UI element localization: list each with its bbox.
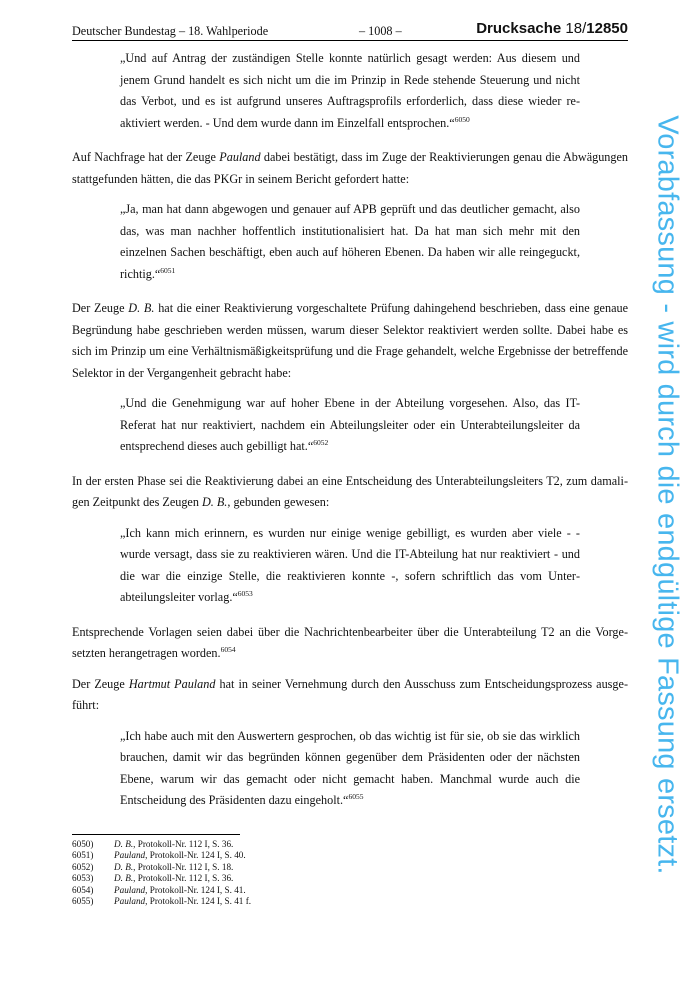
quote-block-3: „Und die Genehmigung war auf hoher Ebene in der Abteilung vorgesehen. Also, das IT-Referat hat nur reaktiviert, nachdem ein Abteilungsleiter oder ein Unterabteilungsleiter da entsprechend dieses auch gebilligt hat.“$^{6052}$ [120, 396, 580, 453]
footnote-ref[interactable]: 6051 [160, 265, 176, 275]
witness-name: D. B. [201, 495, 228, 509]
paragraph-1: Auf Nachfrage hat der Zeuge Pauland dabei bestätigt, dass im Zuge der Reaktivierungen genau die Abwägungen stattgefunden hätten, die das PKGr in seinem Bericht gefordert hatte: [72, 150, 628, 186]
quote-block-2: „Ja, man hat dann abgewogen und genauer auf APB geprüft und das deutlicher gemacht, also das, was man nachher hoffentlich institutionalisiert hat. Da hat man sich mehr mit den einzelnen Sachen beschäftigt, eben auch auf höheren Ebenen. Da haben wir alle reingeguckt, richtig.“$^{6051}$ [120, 202, 580, 281]
paragraph-2: Der Zeuge D. B. hat die einer Reaktivierung vorgeschaltete Prüfung dahingehend beschrieben, dass eine genaue Begründung habe geschrieben werden müssen, warum dieser Selektor reaktiviert werden sollte. Dabei habe es sich im Prinzip um eine Verhältnismäßigkeitsprüfung und die Frage gehandelt, welche Ergebnisse der betreffende Selektor in der Vergangenheit gebracht habe: [72, 301, 628, 380]
footnote-divider [72, 834, 240, 835]
document-number: Drucksache 18/12850 [476, 20, 628, 37]
footnote-ref[interactable]: 6055 [348, 792, 364, 801]
draft-watermark: Vorabfassung - wird durch die endgültige Fassung ersetzt. [651, 115, 684, 875]
page-header [72, 14, 628, 41]
footnote: 6050) D. B., Protokoll-Nr. 112 I, S. 36. [72, 839, 234, 849]
quote-block-4: „Ich kann mich erinnern, es wurden nur einige wenige gebilligt, es wurden aber viele - - wurde versagt, dass sie zu reaktivieren wären. Und die IT-Abteilung hat nur reaktiviert - und die war die einzige Stelle, die reaktivieren konnte -, sofern schriftlich das vom Unterabteilungsleiter vorlag.“$^{6053}$ [120, 525, 580, 604]
footnote: 6052) D. B., Protokoll-Nr. 112 I, S. 18. [72, 861, 234, 872]
footnote: 6051) Pauland, Protokoll-Nr. 124 I, S. 40. [72, 850, 246, 861]
footnote-ref[interactable]: 6050 [454, 114, 470, 124]
footnote: 6053) D. B., Protokoll-Nr. 112 I, S. 36. [72, 873, 234, 884]
witness-name: Hartmut Pauland [128, 676, 216, 691]
paragraph-3: In der ersten Phase sei die Reaktivierung dabei an eine Entscheidung des Unterabteilungsleiters T2, zum damaligen Zeitpunkt des Zeugen D. B., gebunden gewesen: [72, 473, 628, 509]
footnote-ref[interactable]: 6053 [237, 589, 253, 598]
quote-block-5: „Ich habe auch mit den Auswertern gesprochen, ob das wichtig ist für sie, ob sie das wirklich brauchen, damit wir das begründen können gegenüber dem Präsidenten oder der nächsten Ebene, warum wir das gemacht oder nicht gemacht haben. Manchmal wurde auch die Entscheidung des Präsidenten dazu eingeholt.“$^{6055}$ [120, 728, 580, 807]
paragraph-4: Entsprechende Vorlagen seien dabei über die Nachrichtenbearbeiter über die Unterabteilung T2 an die Vorgesetzten herangetragen worden.$^{6054}$ [72, 624, 628, 660]
footnote: 6054) Pauland, Protokoll-Nr. 124 I, S. 41. [72, 884, 246, 895]
footnote-ref[interactable]: 6054 [220, 645, 236, 654]
footnote-ref[interactable]: 6052 [313, 438, 329, 447]
page-number: – 1008 – [359, 24, 402, 38]
witness-name: D. B. [128, 301, 155, 315]
page-body [72, 48, 628, 825]
header-publisher: Deutscher Bundestag – 18. Wahlperiode [72, 24, 269, 38]
quote-block-1: „Und auf Antrag der zuständigen Stelle konnte natürlich gesagt werden: Aus diesem und jenem Grund handelt es sich nicht um die im Prinzip in Rede stehende Steuerung und nicht das Verbot, und es ist aufgrund unseres Auftragsprofils erforderlich, dass diese wieder reaktiviert werden. - Und dem wurde dann im Einzelfall entsprochen.“$^{6050}$ [120, 51, 580, 130]
witness-name: Pauland [219, 150, 261, 164]
footnote: 6055) Pauland, Protokoll-Nr. 124 I, S. 41 f. [72, 896, 252, 907]
paragraph-5: Der Zeuge Hartmut Pauland hat in seiner Vernehmung durch den Ausschuss zum Entscheidungsprozess ausgeführt: [72, 676, 628, 712]
footnotes [72, 839, 251, 907]
